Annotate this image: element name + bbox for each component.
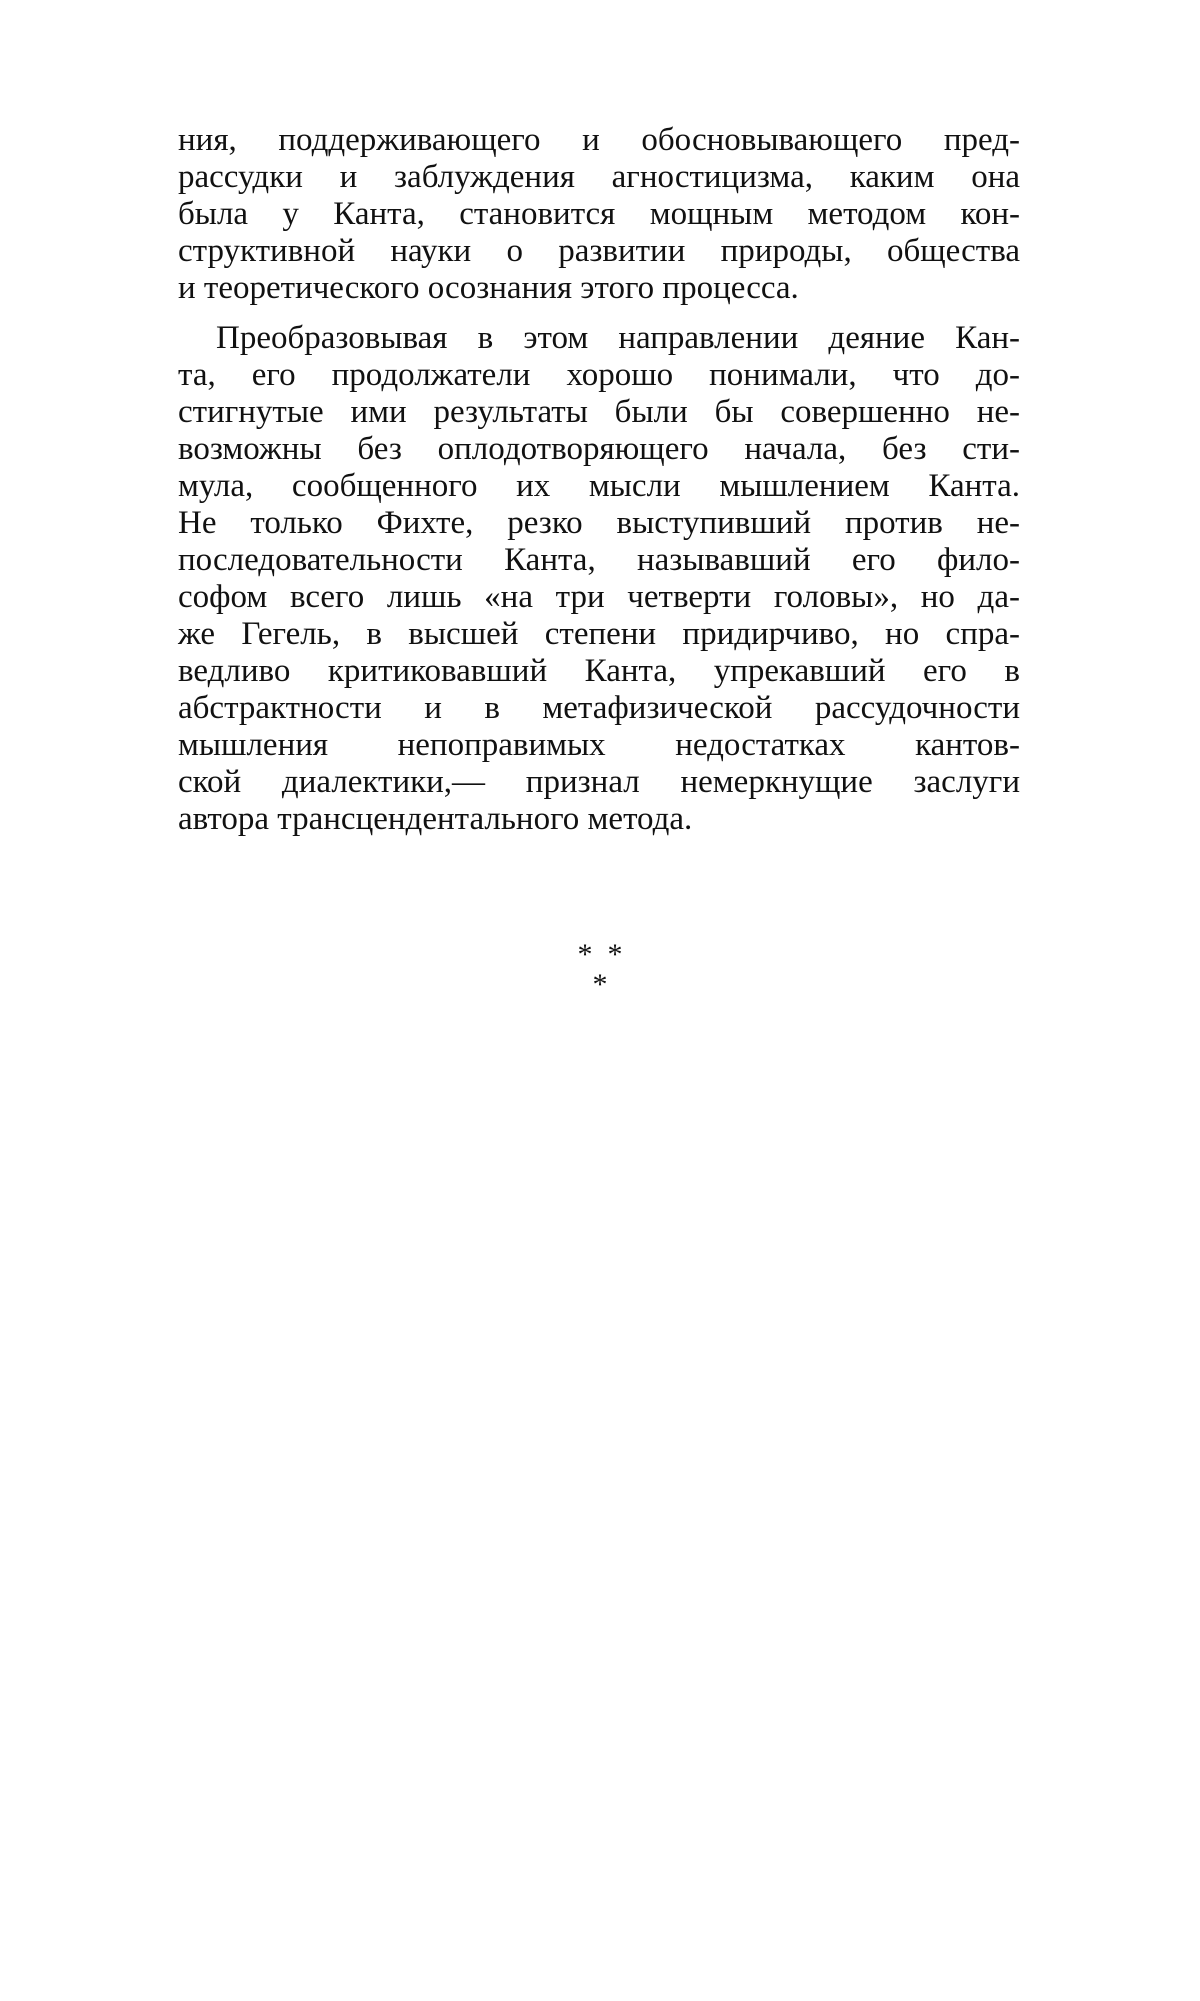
text-line: ния, поддерживающего и обосновывающего пред- xyxy=(178,122,1020,158)
text-line: мула, сообщенного их мысли мышлением Канта. xyxy=(178,468,1020,504)
body-text xyxy=(178,122,1020,838)
asterism-bottom-row: * xyxy=(592,968,608,1001)
text-line: мышления непоправимых недостатках кантов- xyxy=(178,727,1020,763)
text-line: последовательности Канта, называвший его фило- xyxy=(178,542,1020,578)
text-line: Не только Фихте, резко выступивший против не- xyxy=(178,505,1020,541)
text-line: софом всего лишь «на три четверти головы», но да- xyxy=(178,579,1020,615)
text-line: рассудки и заблуждения агностицизма, каким она xyxy=(178,159,1020,195)
asterism-top-row: * * xyxy=(577,938,623,971)
paragraph-2 xyxy=(178,320,1020,838)
text-line: автора трансцендентального метода. xyxy=(178,801,693,837)
section-break-asterism xyxy=(540,940,660,1000)
text-line: стигнутые ими результаты были бы совершенно не- xyxy=(178,394,1020,430)
text-line-content: Преобразовывая в этом направлении деяние Кан- xyxy=(216,320,1020,356)
text-line: была у Канта, становится мощным методом кон- xyxy=(178,196,1020,232)
text-line: ведливо критиковавший Канта, упрекавший его в xyxy=(178,653,1020,689)
text-line: структивной науки о развитии природы, общества xyxy=(178,233,1020,269)
text-line: и теоретического осознания этого процесса. xyxy=(178,270,799,306)
paragraph-gap xyxy=(178,307,1020,320)
paragraph-1 xyxy=(178,122,1020,307)
text-line: же Гегель, в высшей степени придирчиво, но спра- xyxy=(178,616,1020,652)
text-line: та, его продолжатели хорошо понимали, что до- xyxy=(178,357,1020,393)
text-line: ской диалектики,— признал немеркнущие заслуги xyxy=(178,764,1020,800)
text-line: абстрактности и в метафизической рассудочности xyxy=(178,690,1020,726)
text-line: возможны без оплодотворяющего начала, без сти- xyxy=(178,431,1020,467)
text-line-indented xyxy=(178,320,1020,357)
